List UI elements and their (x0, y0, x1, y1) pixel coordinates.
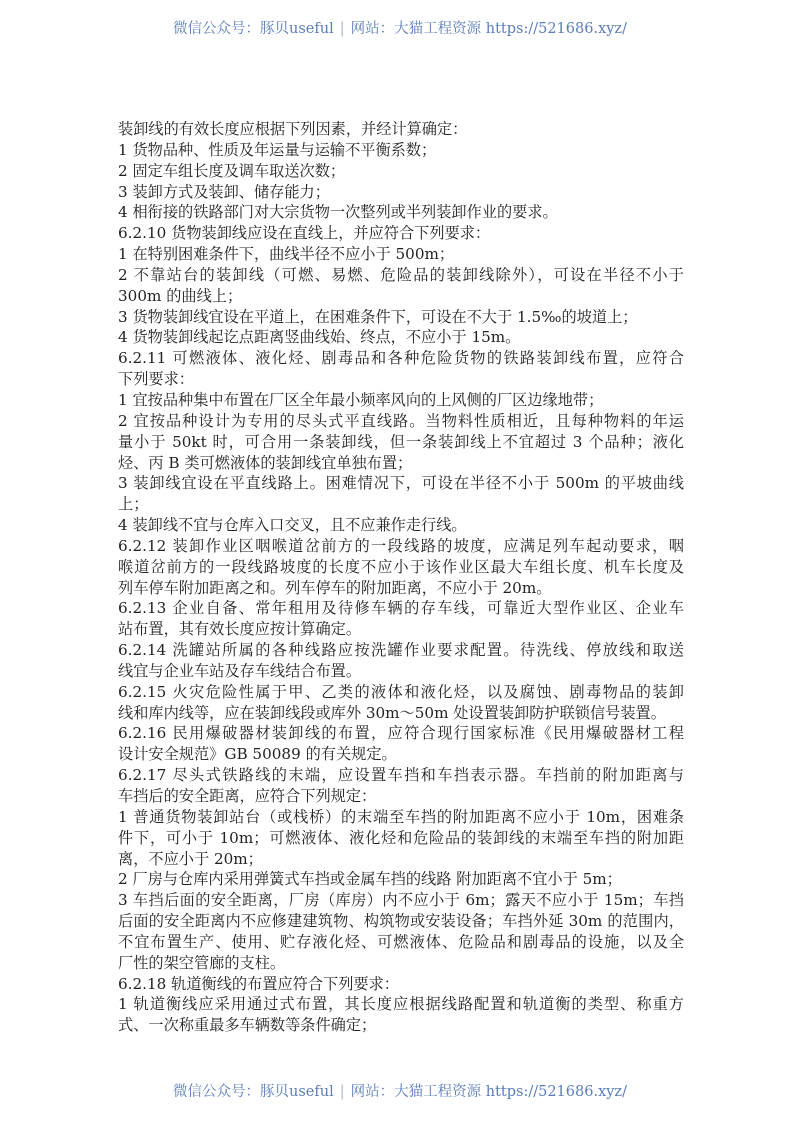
document-body (118, 119, 684, 1036)
paragraph (118, 140, 684, 161)
paragraph (118, 869, 684, 890)
text-line: 6.2.10 货物装卸线应设在直线上，并应符合下列要求： (118, 224, 491, 243)
text-line: 下列要求： (118, 370, 194, 389)
text-line: 上； (118, 495, 149, 514)
text-line: 4 货物装卸线起讫点距离竖曲线始、终点，不应小于 15m。 (118, 328, 521, 347)
text-line: 3 车挡后面的安全距离，厂房（库房）内不应小于 6m；露天不应小于 15m；车挡 (118, 891, 684, 910)
text-line: 量小于 50kt 时，可合用一条装卸线，但一条装卸线上不宜超过 3 个品种；液化 (118, 432, 684, 451)
paragraph (118, 890, 684, 973)
text-line: 装卸线的有效长度应根据下列因素，并经计算确定： (118, 120, 468, 138)
text-line: 烃、丙 B 类可燃液体的装卸线宜单独布置； (118, 453, 413, 472)
text-line: 4 相衔接的铁路部门对大宗货物一次整列或半列装卸作业的要求。 (118, 203, 558, 222)
paragraph (118, 223, 684, 244)
text-line: 1 货物品种、性质及年运量与运输不平衡系数； (118, 140, 437, 159)
text-line: 6.2.11 可燃液体、液化烃、剧毒品和各种危险货物的铁路装卸线布置，应符合 (118, 349, 684, 368)
text-line: 300m 的曲线上； (118, 286, 243, 305)
text-line: 列车停车附加距离之和。列车停车的附加距离，不应小于 20m。 (118, 578, 552, 597)
text-line: 1 宜按品种集中布置在厂区全年最小频率风向的上风侧的厂区边缘地带； (118, 390, 604, 409)
paragraph (118, 536, 684, 599)
text-line: 6.2.16 民用爆破器材装卸线的布置，应符合现行国家标准《民用爆破器材工程 (118, 724, 684, 743)
paragraph (118, 994, 684, 1036)
text-line: 1 普通货物装卸站台（或栈桥）的末端至车挡的附加距离不应小于 10m，困难条 (118, 807, 684, 826)
text-line: 6.2.12 装卸作业区咽喉道岔前方的一段线路的坡度，应满足列车起动要求，咽 (118, 536, 684, 555)
text-line: 6.2.13 企业自备、常年租用及待修车辆的存车线，可靠近大型作业区、企业车 (118, 599, 684, 618)
footer-separator: | (339, 1084, 345, 1100)
paragraph (118, 161, 684, 182)
paragraph (118, 307, 684, 328)
text-line: 4 装卸线不宜与仓库入口交叉，且不应兼作走行线。 (118, 516, 467, 535)
paragraph (118, 348, 684, 390)
footer-watermark (0, 1080, 800, 1101)
text-line: 6.2.18 轨道衡线的布置应符合下列要求： (118, 974, 399, 993)
text-line: 后面的安全距离内不应修建建筑物、构筑物或安装设备；车挡外延 30m 的范围内， (118, 912, 684, 931)
text-line: 喉道岔前方的一段线路坡度的长度不应小于该作业区最大车组长度、机车长度及 (118, 557, 684, 576)
text-line: 厂性的架空管廊的支柱。 (118, 953, 286, 972)
paragraph (118, 473, 684, 515)
paragraph (118, 265, 684, 307)
text-line: 2 不靠站台的装卸线（可燃、易燃、危险品的装卸线除外），可设在半径不小于 (118, 265, 684, 284)
header-separator: | (339, 21, 345, 37)
text-line: 式、一次称重最多车辆数等条件确定； (118, 1016, 377, 1035)
text-line: 车挡后的安全距离，应符合下列规定： (118, 787, 377, 805)
header-watermark (0, 17, 800, 38)
paragraph (118, 974, 684, 995)
paragraph (118, 723, 684, 765)
paragraph (118, 640, 684, 682)
text-line: 离，不应小于 20m； (118, 849, 263, 868)
paragraph (118, 765, 684, 807)
text-line: 线宜与企业车站及存车线结合布置。 (118, 661, 361, 680)
text-line: 设计安全规范》GB 50089 的有关规定。 (118, 745, 397, 764)
text-line: 6.2.17 尽头式铁路线的末端，应设置车挡和车挡表示器。车挡前的附加距离与 (118, 766, 684, 785)
paragraph (118, 182, 684, 203)
text-line: 件下，可小于 10m；可燃液体、液化烃和危险品的装卸线的末端至车挡的附加距 (118, 828, 684, 847)
text-line: 2 宜按品种设计为专用的尽头式平直线路。当物料性质相近，且每种物料的年运 (118, 411, 684, 430)
paragraph (118, 202, 684, 223)
paragraph (118, 598, 684, 640)
paragraph (118, 807, 684, 870)
text-line: 2 厂房与仓库内采用弹簧式车挡或金属车挡的线路 附加距离不宜小于 5m； (118, 870, 622, 889)
header-website-text: 网站：大猫工程资源 https://521686.xyz/ (350, 21, 627, 37)
paragraph (118, 119, 684, 140)
paragraph (118, 390, 684, 411)
text-line: 6.2.14 洗罐站所属的各种线路应按洗罐作业要求配置。待洗线、停放线和取送 (118, 641, 684, 660)
paragraph (118, 327, 684, 348)
footer-wechat-text: 微信公众号：豚贝useful (173, 1084, 334, 1100)
paragraph (118, 411, 684, 474)
text-line: 6.2.15 火灾危险性属于甲、乙类的液体和液化烃，以及腐蚀、剧毒物品的装卸 (118, 682, 684, 701)
text-line: 3 装卸线宜设在平直线路上。困难情况下，可设在半径不小于 500m 的平坡曲线 (118, 474, 684, 493)
text-line: 1 在特别困难条件下，曲线半径不应小于 500m； (118, 245, 455, 264)
text-line: 站布置，其有效长度应按计算确定。 (118, 620, 361, 639)
text-line: 线和库内线等，应在装卸线段或库外 30m～50m 处设置装卸防护联锁信号装置。 (118, 703, 666, 722)
footer-website-text: 网站：大猫工程资源 https://521686.xyz/ (350, 1084, 627, 1100)
text-line: 1 轨道衡线应采用通过式布置，其长度应根据线路配置和轨道衡的类型、称重方 (118, 995, 684, 1014)
paragraph (118, 244, 684, 265)
header-wechat-text: 微信公众号：豚贝useful (173, 21, 334, 37)
paragraph (118, 515, 684, 536)
text-line: 2 固定车组长度及调车取送次数； (118, 161, 346, 180)
paragraph (118, 682, 684, 724)
text-line: 3 货物装卸线宜设在平道上，在困难条件下，可设在不大于 1.5‰的坡道上； (118, 307, 638, 326)
text-line: 不宜布置生产、使用、贮存液化烃、可燃液体、危险品和剧毒品的设施，以及全 (118, 932, 684, 951)
text-line: 3 装卸方式及装卸、储存能力； (118, 182, 330, 201)
